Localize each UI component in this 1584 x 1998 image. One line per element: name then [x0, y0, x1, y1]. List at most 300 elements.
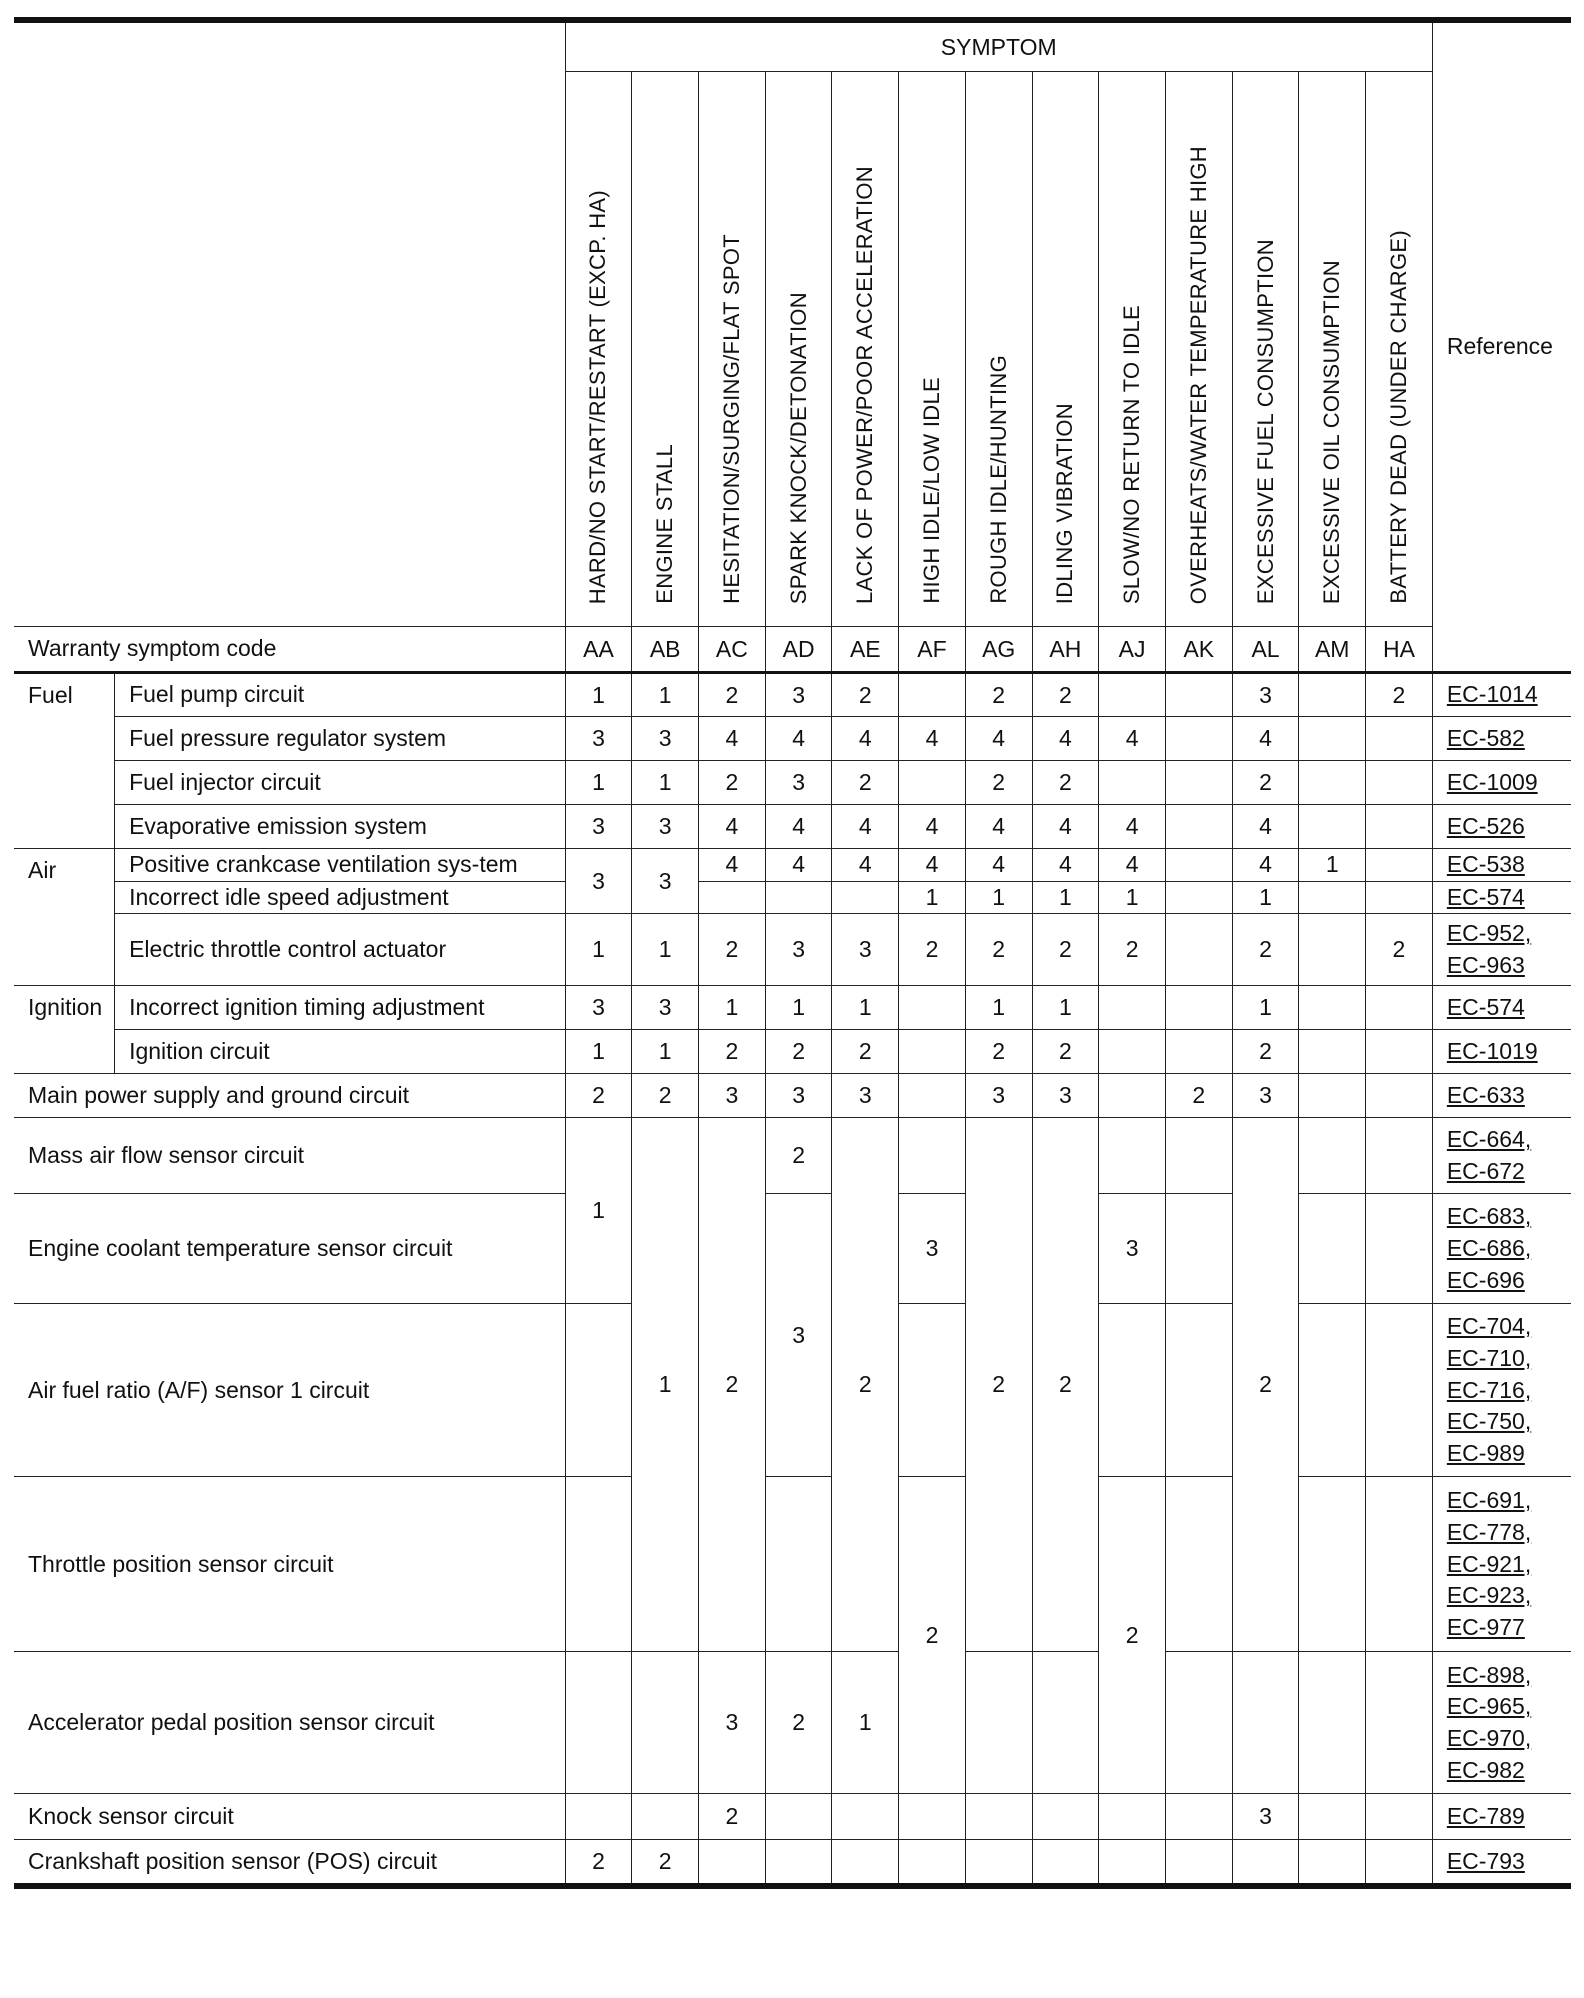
reference-link[interactable]: EC-716, — [1446, 1376, 1532, 1403]
row-label: Incorrect ignition timing adjustment — [115, 986, 566, 1030]
row-label: Knock sensor circuit — [14, 1794, 565, 1840]
cell-value — [765, 1477, 832, 1652]
cell-value: 1 — [565, 1118, 632, 1304]
cell-value — [1165, 717, 1232, 761]
reference-link[interactable]: EC-1009 — [1446, 768, 1538, 795]
table-row — [14, 1030, 1571, 1074]
symptom-name — [1299, 72, 1366, 627]
cell-value: 3 — [1232, 673, 1299, 717]
cell-value: 3 — [565, 986, 632, 1030]
table-row — [14, 673, 1571, 717]
cell-value: 3 — [699, 1652, 766, 1794]
symptom-label: SPARK KNOCK/DETONATION — [785, 291, 811, 604]
warranty-code: AJ — [1099, 627, 1166, 673]
symptom-label: SLOW/NO RETURN TO IDLE — [1119, 304, 1145, 604]
cell-value: 2 — [565, 1840, 632, 1886]
cell-value — [1299, 1030, 1366, 1074]
cell-value — [699, 881, 766, 914]
cell-value: 1 — [1232, 881, 1299, 914]
row-label: Ignition circuit — [115, 1030, 566, 1074]
reference-link[interactable]: EC-778, — [1446, 1518, 1532, 1545]
cell-value — [1299, 881, 1366, 914]
reference-link[interactable]: EC-704, — [1446, 1313, 1532, 1340]
cell-value — [1165, 1652, 1232, 1794]
header-corner — [14, 20, 565, 627]
reference-link[interactable]: EC-1014 — [1446, 681, 1538, 708]
cell-value: 1 — [832, 986, 899, 1030]
cell-value — [1366, 986, 1433, 1030]
cell-value: 4 — [765, 805, 832, 849]
reference-links[interactable] — [1432, 881, 1571, 914]
reference-link[interactable]: EC-538 — [1446, 851, 1525, 877]
cell-value: 3 — [632, 805, 699, 849]
cell-value: 3 — [632, 986, 699, 1030]
cell-value — [1232, 1652, 1299, 1794]
cell-value — [899, 1074, 966, 1118]
cell-value: 4 — [1099, 849, 1166, 882]
cell-value: 2 — [1032, 673, 1099, 717]
cell-value: 2 — [832, 761, 899, 805]
reference-link[interactable]: EC-683, — [1446, 1203, 1532, 1230]
cell-value: 1 — [1032, 881, 1099, 914]
row-label: Fuel pressure regulator system — [115, 717, 566, 761]
symptom-table — [14, 17, 1571, 1889]
cell-value: 2 — [1232, 1118, 1299, 1652]
symptom-header: SYMPTOM — [565, 20, 1432, 72]
reference-link[interactable]: EC-710, — [1446, 1344, 1532, 1371]
cell-value — [1299, 717, 1366, 761]
reference-link[interactable]: EC-574 — [1446, 883, 1525, 910]
cell-value: 1 — [632, 1118, 699, 1652]
cell-value — [1299, 1840, 1366, 1886]
cell-value — [565, 1477, 632, 1652]
cell-value — [965, 1652, 1032, 1794]
table-row — [14, 1477, 1571, 1652]
warranty-code: AA — [565, 627, 632, 673]
cell-value — [1165, 1194, 1232, 1304]
cell-value — [832, 1840, 899, 1886]
cell-value — [1366, 881, 1433, 914]
reference-link[interactable]: EC-526 — [1446, 812, 1525, 839]
cell-value — [765, 881, 832, 914]
reference-link[interactable]: EC-989 — [1446, 1440, 1525, 1467]
cell-value: 2 — [1099, 1477, 1166, 1794]
warranty-code: AC — [699, 627, 766, 673]
cell-value — [1366, 1074, 1433, 1118]
cell-value — [899, 1794, 966, 1840]
symptom-name — [565, 72, 632, 627]
cell-value: 3 — [632, 849, 699, 914]
cell-value — [632, 1794, 699, 1840]
cell-value: 3 — [1099, 1194, 1166, 1304]
reference-link[interactable]: EC-672 — [1446, 1157, 1525, 1184]
reference-link[interactable]: EC-921, — [1446, 1550, 1532, 1577]
cell-value: 2 — [965, 1030, 1032, 1074]
cell-value: 4 — [965, 805, 1032, 849]
reference-link[interactable]: EC-664, — [1446, 1126, 1532, 1153]
row-label: Throttle position sensor circuit — [14, 1477, 565, 1652]
reference-link[interactable]: EC-963 — [1446, 951, 1525, 978]
cell-value: 4 — [899, 717, 966, 761]
cell-value: 4 — [1099, 805, 1166, 849]
cell-value: 3 — [565, 805, 632, 849]
cell-value: 3 — [565, 717, 632, 761]
row-label: Crankshaft position sensor (POS) circuit — [14, 1840, 565, 1886]
cell-value — [1099, 1074, 1166, 1118]
warranty-code: AM — [1299, 627, 1366, 673]
cell-value — [565, 1652, 632, 1794]
reference-links[interactable] — [1432, 1074, 1571, 1118]
reference-links[interactable] — [1432, 673, 1571, 717]
cell-value: 3 — [899, 1194, 966, 1304]
cell-value: 2 — [565, 1074, 632, 1118]
cell-value — [832, 1794, 899, 1840]
cell-value: 4 — [965, 849, 1032, 882]
reference-links[interactable] — [1432, 1118, 1571, 1194]
cell-value: 2 — [1099, 914, 1166, 986]
table-row — [14, 1840, 1571, 1886]
cell-value — [1165, 1118, 1232, 1194]
symptom-label: HARD/NO START/RESTART (EXCP. HA) — [585, 189, 611, 604]
cell-value — [1165, 914, 1232, 986]
group-label-ignition: Ignition — [14, 986, 115, 1074]
cell-value: 2 — [765, 1652, 832, 1794]
cell-value: 4 — [1032, 805, 1099, 849]
row-label: Fuel injector circuit — [115, 761, 566, 805]
cell-value: 2 — [765, 1030, 832, 1074]
reference-links[interactable] — [1432, 914, 1571, 986]
warranty-code: AH — [1032, 627, 1099, 673]
reference-links[interactable] — [1432, 717, 1571, 761]
cell-value — [965, 1840, 1032, 1886]
cell-value: 4 — [699, 717, 766, 761]
reference-link[interactable]: EC-793 — [1446, 1847, 1525, 1874]
cell-value — [899, 986, 966, 1030]
cell-value: 1 — [699, 986, 766, 1030]
cell-value — [1366, 1194, 1433, 1304]
symptom-label: EXCESSIVE OIL CONSUMPTION — [1319, 259, 1345, 604]
cell-value: 2 — [1232, 1030, 1299, 1074]
reference-link[interactable]: EC-750, — [1446, 1408, 1532, 1435]
symptom-name — [1366, 72, 1433, 627]
warranty-code: AB — [632, 627, 699, 673]
table-row — [14, 986, 1571, 1030]
cell-value: 4 — [1232, 805, 1299, 849]
symptom-name — [765, 72, 832, 627]
symptom-name — [699, 72, 766, 627]
table-row — [14, 1652, 1571, 1794]
cell-value: 2 — [699, 1794, 766, 1840]
cell-value — [1299, 1794, 1366, 1840]
cell-value: 2 — [965, 761, 1032, 805]
reference-header: Reference — [1432, 20, 1571, 673]
table-row — [14, 1794, 1571, 1840]
cell-value — [899, 1304, 966, 1477]
table-row — [14, 1118, 1571, 1194]
table-row — [14, 914, 1571, 986]
table-row — [14, 881, 1571, 914]
symptom-label: IDLING VIBRATION — [1052, 402, 1078, 604]
reference-links[interactable] — [1432, 1840, 1571, 1886]
reference-links[interactable] — [1432, 1477, 1571, 1652]
cell-value: 4 — [1099, 717, 1166, 761]
reference-link[interactable]: EC-1019 — [1446, 1038, 1538, 1065]
cell-value — [899, 673, 966, 717]
cell-value — [899, 1118, 966, 1194]
row-label: Engine coolant temperature sensor circuit — [14, 1194, 565, 1304]
cell-value — [1165, 805, 1232, 849]
cell-value: 1 — [565, 914, 632, 986]
cell-value — [1165, 1030, 1232, 1074]
reference-link[interactable]: EC-923, — [1446, 1582, 1532, 1609]
cell-value: 1 — [632, 673, 699, 717]
warranty-code: HA — [1366, 627, 1433, 673]
cell-value — [1099, 1030, 1166, 1074]
cell-value: 3 — [632, 717, 699, 761]
cell-value: 2 — [632, 1840, 699, 1886]
cell-value: 2 — [1032, 914, 1099, 986]
cell-value: 3 — [965, 1074, 1032, 1118]
cell-value: 1 — [1032, 986, 1099, 1030]
cell-value: 2 — [1032, 1118, 1099, 1652]
cell-value: 3 — [1232, 1074, 1299, 1118]
cell-value — [1299, 1652, 1366, 1794]
cell-value: 1 — [632, 914, 699, 986]
cell-value — [899, 1840, 966, 1886]
cell-value — [1165, 1840, 1232, 1886]
cell-value — [899, 761, 966, 805]
cell-value: 4 — [765, 849, 832, 882]
cell-value: 1 — [565, 761, 632, 805]
cell-value — [1299, 761, 1366, 805]
reference-links[interactable] — [1432, 805, 1571, 849]
reference-links[interactable] — [1432, 1652, 1571, 1794]
cell-value: 3 — [565, 849, 632, 914]
cell-value: 2 — [965, 673, 1032, 717]
cell-value — [1366, 805, 1433, 849]
warranty-code: AE — [832, 627, 899, 673]
symptom-name — [832, 72, 899, 627]
cell-value — [1165, 986, 1232, 1030]
cell-value: 1 — [832, 1652, 899, 1794]
cell-value — [565, 1304, 632, 1477]
symptom-label: EXCESSIVE FUEL CONSUMPTION — [1252, 238, 1278, 604]
row-label: Main power supply and ground circuit — [14, 1074, 565, 1118]
cell-value: 2 — [1232, 914, 1299, 986]
warranty-label: Warranty symptom code — [14, 627, 565, 673]
cell-value: 1 — [565, 1030, 632, 1074]
cell-value: 1 — [765, 986, 832, 1030]
warranty-code: AF — [899, 627, 966, 673]
cell-value: 3 — [765, 1074, 832, 1118]
symptom-name — [1099, 72, 1166, 627]
cell-value — [1099, 673, 1166, 717]
cell-value: 4 — [832, 717, 899, 761]
cell-value — [1299, 986, 1366, 1030]
warranty-code: AD — [765, 627, 832, 673]
cell-value — [1366, 849, 1433, 882]
symptom-label: ROUGH IDLE/HUNTING — [985, 355, 1011, 604]
cell-value: 1 — [1099, 881, 1166, 914]
cell-value — [1099, 1840, 1166, 1886]
cell-value: 2 — [699, 673, 766, 717]
cell-value — [1099, 986, 1166, 1030]
cell-value — [1099, 761, 1166, 805]
cell-value: 3 — [765, 673, 832, 717]
cell-value — [1032, 1794, 1099, 1840]
cell-value: 4 — [699, 805, 766, 849]
row-label: Air fuel ratio (A/F) sensor 1 circuit — [14, 1304, 565, 1477]
cell-value: 1 — [899, 881, 966, 914]
cell-value — [1099, 1304, 1166, 1477]
cell-value: 4 — [832, 805, 899, 849]
reference-links[interactable] — [1432, 1794, 1571, 1840]
cell-value: 4 — [699, 849, 766, 882]
cell-value — [1165, 1477, 1232, 1652]
table-row — [14, 849, 1571, 882]
cell-value: 2 — [1366, 673, 1433, 717]
cell-value — [632, 1652, 699, 1794]
cell-value — [1366, 717, 1433, 761]
cell-value — [765, 1794, 832, 1840]
reference-link[interactable]: EC-696 — [1446, 1266, 1525, 1293]
cell-value: 4 — [899, 849, 966, 882]
reference-links[interactable] — [1432, 1030, 1571, 1074]
symptom-label: ENGINE STALL — [652, 444, 678, 604]
cell-value: 1 — [632, 1030, 699, 1074]
cell-value — [1165, 1304, 1232, 1477]
cell-value — [1099, 1118, 1166, 1194]
cell-value: 4 — [765, 717, 832, 761]
reference-link[interactable]: EC-633 — [1446, 1082, 1525, 1109]
cell-value — [1366, 1652, 1433, 1794]
symptom-name — [1165, 72, 1232, 627]
row-label: Accelerator pedal position sensor circuit — [14, 1652, 565, 1794]
reference-link[interactable]: EC-982 — [1446, 1756, 1525, 1783]
cell-value — [1032, 1652, 1099, 1794]
cell-value — [1366, 1840, 1433, 1886]
cell-value — [899, 1030, 966, 1074]
cell-value — [832, 881, 899, 914]
cell-value: 2 — [965, 914, 1032, 986]
table-row — [14, 761, 1571, 805]
cell-value — [1299, 1477, 1366, 1652]
cell-value: 2 — [699, 1118, 766, 1652]
symptom-label: OVERHEATS/WATER TEMPERATURE HIGH — [1185, 145, 1211, 604]
reference-link[interactable]: EC-952, — [1446, 920, 1532, 947]
table-row — [14, 717, 1571, 761]
cell-value: 3 — [765, 914, 832, 986]
reference-link[interactable]: EC-965, — [1446, 1693, 1532, 1720]
cell-value: 3 — [699, 1074, 766, 1118]
reference-links[interactable] — [1432, 849, 1571, 882]
cell-value: 3 — [1032, 1074, 1099, 1118]
warranty-code: AG — [965, 627, 1032, 673]
reference-link[interactable]: EC-582 — [1446, 724, 1525, 751]
table-row — [14, 805, 1571, 849]
reference-links[interactable] — [1432, 986, 1571, 1030]
symptom-label: LACK OF POWER/POOR ACCELERATION — [852, 166, 878, 604]
table-row — [14, 1074, 1571, 1118]
cell-value: 2 — [699, 1030, 766, 1074]
cell-value: 2 — [832, 673, 899, 717]
group-label-air: Air — [14, 849, 115, 986]
row-label: Electric throttle control actuator — [115, 914, 566, 986]
cell-value: 3 — [832, 1074, 899, 1118]
cell-value — [1032, 1840, 1099, 1886]
symptom-name — [899, 72, 966, 627]
cell-value — [1366, 1030, 1433, 1074]
cell-value — [1366, 1794, 1433, 1840]
cell-value: 3 — [765, 1194, 832, 1477]
reference-link[interactable]: EC-898, — [1446, 1661, 1532, 1688]
warranty-code-row — [14, 627, 1571, 673]
cell-value: 2 — [1165, 1074, 1232, 1118]
reference-link[interactable]: EC-691, — [1446, 1487, 1532, 1514]
cell-value — [1299, 1194, 1366, 1304]
cell-value — [1299, 914, 1366, 986]
cell-value — [1366, 1118, 1433, 1194]
symptom-name — [1232, 72, 1299, 627]
reference-links[interactable] — [1432, 1304, 1571, 1477]
reference-link[interactable]: EC-970, — [1446, 1724, 1532, 1751]
cell-value: 2 — [965, 1118, 1032, 1652]
cell-value: 1 — [965, 881, 1032, 914]
row-label: Evaporative emission system — [115, 805, 566, 849]
symptom-label: HIGH IDLE/LOW IDLE — [918, 377, 944, 604]
cell-value — [1299, 1304, 1366, 1477]
reference-link[interactable]: EC-574 — [1446, 994, 1525, 1021]
cell-value — [1165, 849, 1232, 882]
cell-value: 3 — [1232, 1794, 1299, 1840]
cell-value: 2 — [699, 914, 766, 986]
cell-value: 2 — [1032, 761, 1099, 805]
cell-value — [1165, 1794, 1232, 1840]
symptom-name — [1032, 72, 1099, 627]
cell-value — [1232, 1840, 1299, 1886]
cell-value — [699, 1840, 766, 1886]
cell-value: 4 — [899, 805, 966, 849]
reference-links[interactable] — [1432, 1194, 1571, 1304]
cell-value — [1165, 881, 1232, 914]
symptom-name — [965, 72, 1032, 627]
cell-value — [1299, 673, 1366, 717]
cell-value: 2 — [899, 914, 966, 986]
warranty-code: AK — [1165, 627, 1232, 673]
cell-value — [1299, 1118, 1366, 1194]
cell-value: 2 — [899, 1477, 966, 1794]
cell-value: 4 — [965, 717, 1032, 761]
reference-link[interactable]: EC-977 — [1446, 1614, 1525, 1641]
cell-value: 4 — [832, 849, 899, 882]
reference-links[interactable] — [1432, 761, 1571, 805]
row-label: Positive crankcase ventilation sys-tem — [115, 849, 566, 882]
symptom-label: HESITATION/SURGING/FLAT SPOT — [718, 234, 744, 604]
cell-value — [565, 1794, 632, 1840]
cell-value — [1299, 1074, 1366, 1118]
warranty-code: AL — [1232, 627, 1299, 673]
cell-value: 2 — [832, 1030, 899, 1074]
cell-value: 2 — [1366, 914, 1433, 986]
cell-value — [1099, 1794, 1166, 1840]
cell-value: 4 — [1032, 849, 1099, 882]
cell-value — [1366, 1304, 1433, 1477]
row-label: Fuel pump circuit — [115, 673, 566, 717]
cell-value: 1 — [965, 986, 1032, 1030]
reference-link[interactable]: EC-789 — [1446, 1803, 1525, 1830]
reference-link[interactable]: EC-686, — [1446, 1235, 1532, 1262]
cell-value: 2 — [1032, 1030, 1099, 1074]
